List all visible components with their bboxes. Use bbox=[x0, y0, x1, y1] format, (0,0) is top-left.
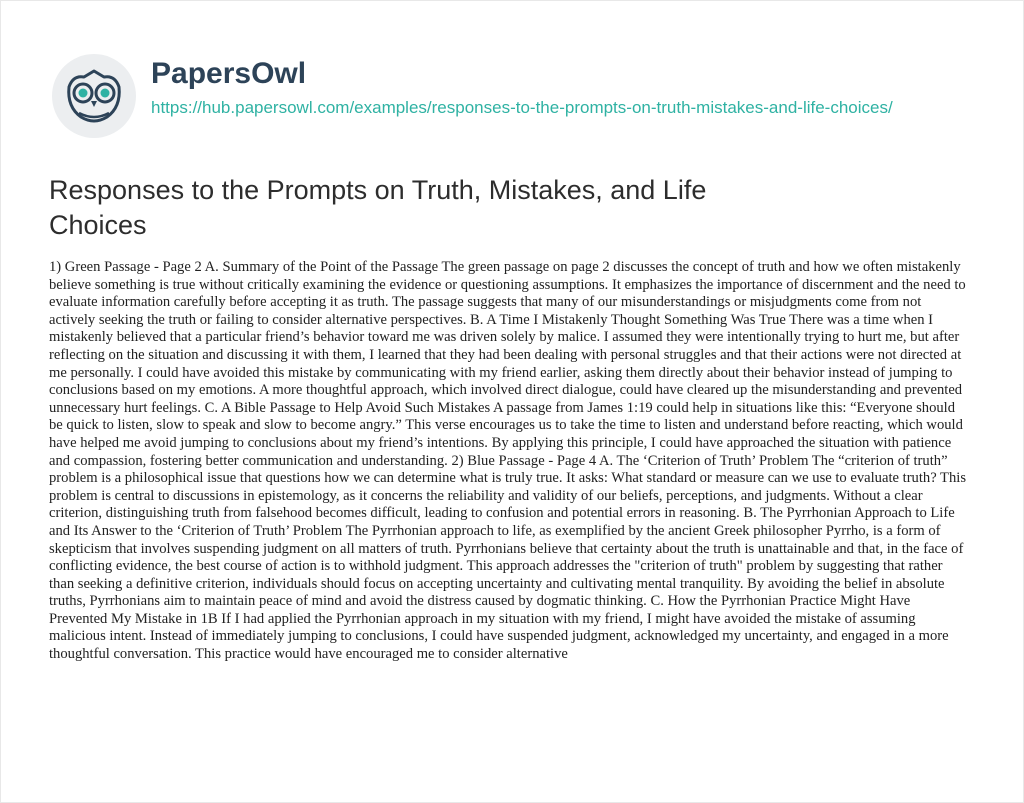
brand-text bbox=[151, 51, 931, 119]
document-body: 1) Green Passage - Page 2 A. Summary of the Point of the Passage The green passage on page 2 discusses the concept of truth and how we often mistakenly believe something is true without critically examining the evidence or questioning assumptions. It emphasizes the importance of discernment and the need to evaluate information carefully before accepting it as truth. The passage suggests that many of our misunderstandings or misjudgments come from not actively seeking the truth or failing to consider alternative perspectives. B. A Time I Mistakenly Thought Something Was True There was a time when I mistakenly believed that a particular friend’s behavior toward me was driven solely by malice. I assumed they were intentionally trying to hurt me, but after reflecting on the situation and discussing it with them, I learned that they had been dealing with personal struggles and that their actions were not directed at me personally. I could have avoided this mistake by communicating with my friend earlier, asking them directly about their behavior instead of jumping to conclusions based on my emotions. A more thoughtful approach, which involved direct dialogue, could have cleared up the misunderstanding and prevented unnecessary hurt feelings. C. A Bible Passage to Help Avoid Such Mistakes A passage from James 1:19 could help in situations like this: “Everyone should be quick to listen, slow to speak and slow to become angry.” This verse encourages us to take the time to listen and understand before reacting, which would have helped me avoid jumping to conclusions about my friend’s intentions. By applying this principle, I could have approached the situation with patience and compassion, fostering better communication and understanding. 2) Blue Passage - Page 4 A. The ‘Criterion of Truth’ Problem The “criterion of truth” problem is a philosophical issue that questions how we can determine what is truly true. It asks: What standard or measure can we use to evaluate truth? This problem is central to discussions in epistemology, as it concerns the reliability and validity of our beliefs, perceptions, and judgments. Without a clear criterion, distinguishing truth from falsehood becomes difficult, leading to confusion and potential errors in reasoning. B. The Pyrrhonian Approach to Life and Its Answer to the ‘Criterion of Truth’ Problem The Pyrrhonian approach to life, as exemplified by the ancient Greek philosopher Pyrrho, is a form of skepticism that involves suspending judgment on all matters of truth. Pyrrhonians believe that certainty about the truth is unattainable and that, in the face of conflicting evidence, the best course of action is to withhold judgment. This approach addresses the "criterion of truth" problem by suggesting that rather than seeking a definitive criterion, individuals should focus on accepting uncertainty and cultivating mental tranquility. By avoiding the belief in absolute truths, Pyrrhonians aim to maintain peace of mind and avoid the distress caused by dogmatic thinking. C. How the Pyrrhonian Practice Might Have Prevented My Mistake in 1B If I had applied the Pyrrhonian approach in my situation with my friend, I might have avoided the mistake of assuming malicious intent. Instead of immediately jumping to conclusions, I could have suspended judgment, acknowledged my uncertainty, and engaged in a more thoughtful conversation. This practice would have encouraged me to consider alternative bbox=[49, 259, 967, 663]
document-title: Responses to the Prompts on Truth, Mistakes, and Life Choices bbox=[49, 175, 707, 240]
source-url-link[interactable]: https://hub.papersowl.com/examples/responses-to-the-prompts-on-truth-mistakes-and-life-choices/ bbox=[151, 98, 893, 117]
brand-name[interactable]: PapersOwl bbox=[151, 57, 307, 90]
owl-logo-icon[interactable] bbox=[49, 51, 139, 141]
brand-header bbox=[49, 51, 931, 141]
